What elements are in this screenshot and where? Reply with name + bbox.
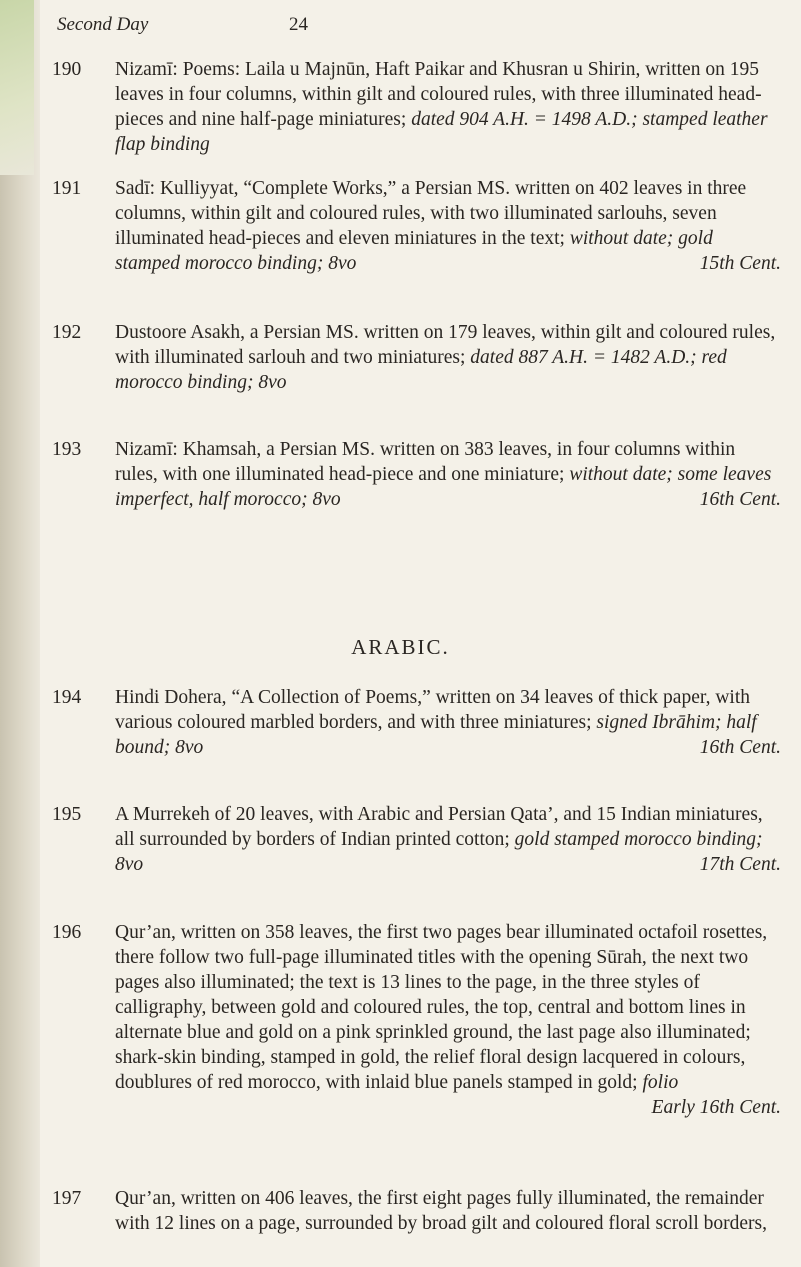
lot-number: 196 <box>52 922 82 943</box>
running-header <box>45 12 761 42</box>
entry-detail: dated 904 A.H. = 1498 A.D.; stamped leather flap binding <box>115 109 768 155</box>
entry-detail: folio <box>642 1072 679 1093</box>
entry-century: 16th Cent. <box>699 737 781 758</box>
entry-body: “A Collection of Poems,” written on 34 leaves of thick paper, with various coloured marbled borders, and with three miniatures; <box>115 687 750 733</box>
entry-century: Early 16th Cent. <box>651 1097 781 1118</box>
entry-text <box>115 320 781 395</box>
entry-body: written on 406 leaves, the first eight pages fully illuminated, the remainder with 12 lines on a page, surrounded by broad gilt and coloured floral scroll borders, <box>115 1188 768 1234</box>
entry-body: Poems: Laila u Majnūn, Haft Paikar and Khusran u Shirin, written on 195 leaves in four columns, within gilt and coloured rules, with three illuminated head-pieces and nine half-page miniatures; <box>115 59 762 130</box>
running-title: Second Day <box>57 14 149 35</box>
entry-text <box>115 685 781 760</box>
entry-century: 16th Cent. <box>699 489 781 510</box>
entry-text <box>115 1186 781 1236</box>
entry-detail: gold stamped morocco binding; 8vo <box>115 829 763 875</box>
entry-detail: dated 887 A.H. = 1482 A.D.; red morocco binding; 8vo <box>115 347 727 393</box>
entry-text <box>115 176 781 276</box>
lot-number: 197 <box>52 1188 82 1209</box>
lot-number: 195 <box>52 804 82 825</box>
lot-number: 193 <box>52 439 82 460</box>
entry-author: Qur’an, <box>115 922 176 943</box>
page-gutter-shadow <box>0 0 40 1267</box>
entry-detail: without date; some leaves imperfect, half morocco; 8vo <box>115 464 772 510</box>
entry-century: 17th Cent. <box>699 854 781 875</box>
entry-body: of 20 leaves, with Arabic and Persian Qata’, and 15 Indian miniatures, all surrounded by borders of Indian printed cotton; <box>115 804 763 850</box>
entry-body: a Persian MS. written on 179 leaves, within gilt and coloured rules, with illuminated sarlouh and two miniatures; <box>115 322 776 368</box>
entry-body: a Persian MS. written on 383 leaves, in four columns within rules, with one illuminated head-piece and one miniature; <box>115 439 736 485</box>
entry-body: written on 358 leaves, the first two pages bear illuminated octafoil rosettes, there follow two full-page illuminated titles with the opening Sūrah, the next two pages also illuminated; the text is 13 lines to the page, in the three styles of calligraphy, between gold and coloured rules, the top, central and bottom lines in alternate blue and gold on a pink sprinkled ground, the last page also illuminated; shark-skin binding, stamped in gold, the relief floral design lacquered in colours, doublures of red morocco, with inlaid blue panels stamped in gold; <box>115 922 768 1093</box>
entry-century: 15th Cent. <box>699 253 781 274</box>
entry-author: Nizamī: <box>115 59 178 80</box>
lot-number: 194 <box>52 687 82 708</box>
page-number: 24 <box>289 14 308 35</box>
entry-author: Nizamī: Khamsah, <box>115 439 262 460</box>
lot-number: 191 <box>52 178 82 199</box>
entry-author: A Murrekeh <box>115 804 210 825</box>
entry-detail: without date; gold stamped morocco binding; 8vo <box>115 228 713 274</box>
entry-text <box>115 802 781 877</box>
entry-author: Sadī: <box>115 178 156 199</box>
entry-text <box>115 57 781 157</box>
entry-detail: signed Ibrāhim; half bound; 8vo <box>115 712 757 758</box>
entry-text <box>115 920 781 1120</box>
entry-text <box>115 437 781 512</box>
lot-number: 192 <box>52 322 82 343</box>
entry-author: Qur’an, <box>115 1188 176 1209</box>
entry-author: Dustoore Asakh, <box>115 322 245 343</box>
lot-number: 190 <box>52 59 82 80</box>
entry-body: Kulliyyat, “Complete Works,” a Persian MS. written on 402 leaves in three columns, within gilt and coloured rules, with two illuminated sarlouhs, seven illuminated head-pieces and eleven miniatures in the text; <box>115 178 747 249</box>
section-heading: ARABIC. <box>351 635 450 659</box>
entry-author: Hindi Dohera, <box>115 687 227 708</box>
